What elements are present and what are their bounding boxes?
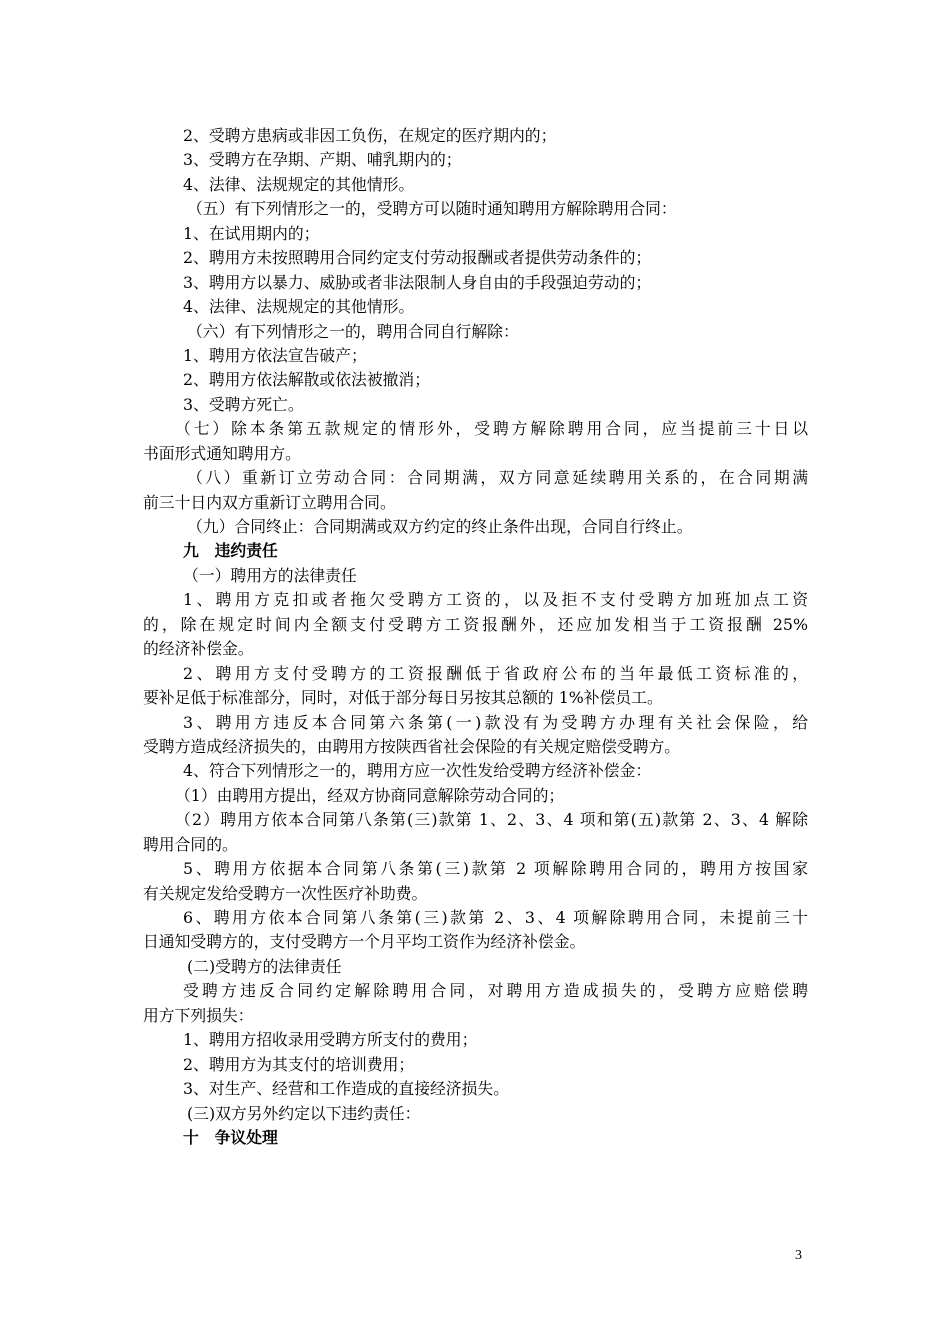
text-line: 4、法律、法规规定的其他情形。 <box>183 174 415 194</box>
text-line: （五）有下列情形之一的，受聘方可以随时通知聘用方解除聘用合同： <box>187 199 677 219</box>
text-line: 要补足低于标准部分，同时，对低于部分每日另按其总额的 1%补偿员工。 <box>143 688 663 708</box>
text-line: 的，除在规定时间内全额支付受聘方工资报酬外，还应加发相当于工资报酬 25% <box>143 614 808 634</box>
text-line: （2）聘用方依本合同第八条第(三)款第 1、2、3、4 项和第(五)款第 2、3、4 解除 <box>175 810 808 830</box>
text-line: 5、聘用方依据本合同第八条第(三)款第 2 项解除聘用合同的，聘用方按国家 <box>183 859 808 879</box>
text-line: 3、受聘方死亡。 <box>183 394 304 414</box>
text-line: 日通知受聘方的，支付受聘方一个月平均工资作为经济补偿金。 <box>143 932 586 952</box>
text-line: 3、聘用方以暴力、威胁或者非法限制人身自由的手段强迫劳动的； <box>183 272 652 292</box>
text-line: 前三十日内双方重新订立聘用合同。 <box>143 492 396 512</box>
text-line: 聘用合同的。 <box>143 834 238 854</box>
page-number: 3 <box>795 1248 802 1263</box>
text-line: 的经济补偿金。 <box>143 639 254 659</box>
text-line: 1、聘用方依法宣告破产； <box>183 345 367 365</box>
text-line: （八）重新订立劳动合同：合同期满，双方同意延续聘用关系的，在合同期满 <box>187 468 808 488</box>
subsection-heading: （一）聘用方的法律责任 <box>183 565 357 585</box>
text-line: 受聘方造成经济损失的，由聘用方按陕西省社会保险的有关规定赔偿受聘方。 <box>143 736 681 756</box>
text-line: 用方下列损失： <box>143 1005 254 1025</box>
text-line: （六）有下列情形之一的，聘用合同自行解除： <box>187 321 519 341</box>
text-line: 有关规定发给受聘方一次性医疗补助费。 <box>143 883 428 903</box>
text-line: 1、聘用方招收录用受聘方所支付的费用； <box>183 1030 478 1050</box>
body-text <box>143 124 808 1150</box>
text-line: 3、聘用方违反本合同第六条第(一)款没有为受聘方办理有关社会保险，给 <box>183 712 808 732</box>
subsection-heading: (二)受聘方的法律责任 <box>187 956 342 976</box>
text-line: 受聘方违反合同约定解除聘用合同，对聘用方造成损失的，受聘方应赔偿聘 <box>183 981 808 1001</box>
subsection-heading: (三)双方另外约定以下违约责任： <box>187 1103 421 1123</box>
text-line: 书面形式通知聘用方。 <box>143 443 301 463</box>
text-line: 3、对生产、经营和工作造成的直接经济损失。 <box>183 1079 509 1099</box>
text-line: 2、聘用方未按照聘用合同约定支付劳动报酬或者提供劳动条件的； <box>183 248 652 268</box>
text-line: 2、聘用方支付受聘方的工资报酬低于省政府公布的当年最低工资标准的， <box>183 663 808 683</box>
text-line: 1、在试用期内的； <box>183 223 320 243</box>
section-heading: 九 违约责任 <box>183 541 278 561</box>
text-line: 6、聘用方依本合同第八条第(三)款第 2、3、4 项解除聘用合同，未提前三十 <box>183 908 808 927</box>
text-line: 4、法律、法规规定的其他情形。 <box>183 297 415 317</box>
text-line: 4、符合下列情形之一的，聘用方应一次性发给受聘方经济补偿金： <box>183 761 652 781</box>
text-line: 3、受聘方在孕期、产期、哺乳期内的； <box>183 150 462 170</box>
text-line: 1、聘用方克扣或者拖欠受聘方工资的，以及拒不支付受聘方加班加点工资 <box>183 590 808 610</box>
text-line: 2、聘用方依法解散或依法被撤消； <box>183 370 431 390</box>
text-line: （七）除本条第五款规定的情形外，受聘方解除聘用合同，应当提前三十日以 <box>175 419 808 439</box>
text-line: 2、聘用方为其支付的培训费用； <box>183 1054 415 1074</box>
text-line: （1）由聘用方提出，经双方协商同意解除劳动合同的； <box>175 785 565 805</box>
section-heading: 十 争议处理 <box>183 1127 278 1147</box>
text-line: 2、受聘方患病或非因工负伤，在规定的医疗期内的； <box>183 126 557 145</box>
text-line: （九）合同终止：合同期满或双方约定的终止条件出现，合同自行终止。 <box>187 517 693 536</box>
